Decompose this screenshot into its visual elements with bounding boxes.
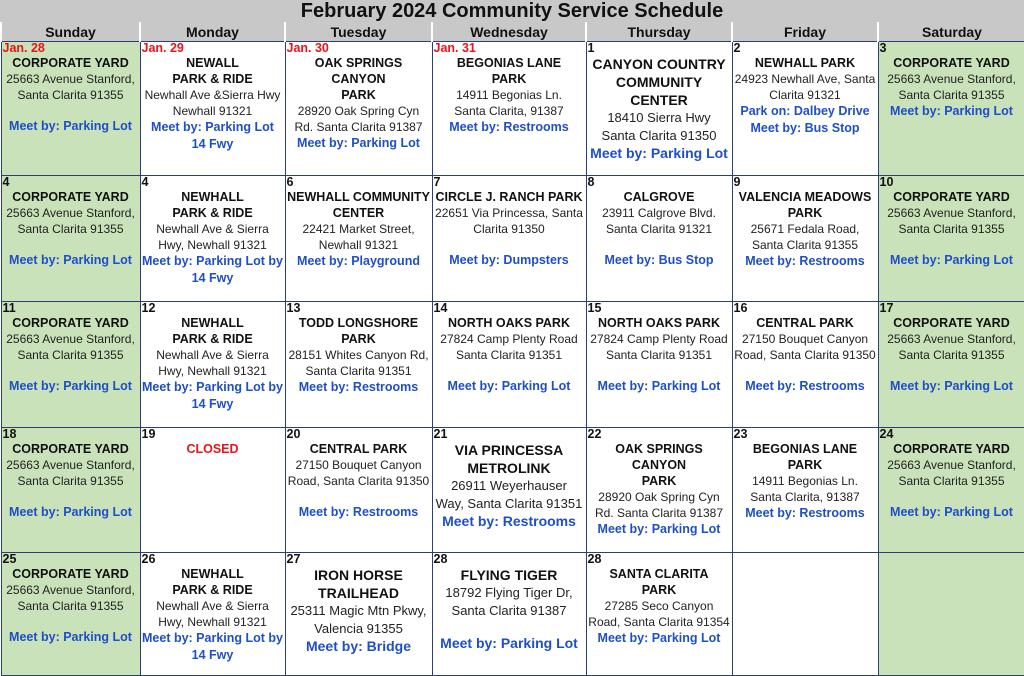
day-cell bbox=[285, 428, 432, 553]
week-row bbox=[1, 302, 1024, 428]
location-address: Rd. Santa Clarita 91387 bbox=[294, 120, 423, 134]
day-date: 12 bbox=[141, 301, 156, 315]
day-date: 18 bbox=[2, 427, 17, 441]
meeting-point: Meet by: Parking Lot bbox=[597, 379, 721, 393]
day-cell bbox=[140, 42, 285, 176]
day-cell bbox=[732, 302, 878, 428]
weekday-header-friday: Friday bbox=[732, 22, 878, 42]
meeting-point: Meet by: Parking Lot bbox=[9, 253, 132, 267]
day-date: 10 bbox=[879, 175, 894, 189]
week-row bbox=[1, 176, 1024, 302]
day-cell bbox=[285, 176, 432, 302]
location-name: CORPORATE YARD bbox=[12, 56, 129, 70]
location-address: Santa Clarita 91355 bbox=[17, 599, 124, 613]
day-cell bbox=[432, 42, 586, 176]
location-name: NEWALL bbox=[186, 56, 239, 70]
location-address: Clarita 91350 bbox=[473, 222, 545, 236]
day-date bbox=[880, 553, 1024, 566]
location-name: CORPORATE YARD bbox=[893, 442, 1010, 456]
meeting-point: Park on: Dalbey Drive bbox=[740, 104, 870, 118]
meeting-point: Meet by: Playground bbox=[297, 254, 420, 268]
weekday-header-wednesday: Wednesday bbox=[432, 22, 586, 42]
day-cell bbox=[1, 176, 140, 302]
location-address: 28151 Whites Canyon Rd, bbox=[288, 348, 429, 362]
location-name: PARK bbox=[341, 332, 376, 346]
meeting-point: Meet by: Parking Lot bbox=[9, 379, 132, 393]
location-name: CENTER bbox=[332, 206, 385, 220]
day-date: 24 bbox=[879, 427, 894, 441]
location-address: Hwy, Newhall 91321 bbox=[158, 364, 267, 378]
location-address: 23911 Calgrove Blvd. bbox=[602, 206, 716, 220]
day-date: 23 bbox=[733, 427, 748, 441]
meeting-point: 14 Fwy bbox=[191, 137, 234, 151]
day-date: 15 bbox=[587, 301, 602, 315]
meeting-point: 14 Fwy bbox=[191, 397, 234, 411]
location-name: PARK bbox=[787, 458, 823, 472]
day-date: 11 bbox=[2, 301, 16, 315]
meeting-point: Meet by: Parking Lot bbox=[890, 379, 1013, 393]
day-cell bbox=[432, 176, 586, 302]
day-date: 28 bbox=[587, 552, 602, 566]
day-date: 8 bbox=[587, 175, 595, 189]
day-cell bbox=[586, 553, 732, 676]
day-date: 13 bbox=[286, 301, 301, 315]
location-address: Newhall 91321 bbox=[318, 238, 399, 252]
day-date bbox=[734, 553, 877, 566]
meeting-point: Meet by: Parking Lot bbox=[890, 505, 1013, 519]
day-cell bbox=[732, 553, 878, 676]
day-date: Jan. 29 bbox=[141, 41, 184, 55]
meeting-point: Meet by: Parking Lot by bbox=[142, 254, 283, 268]
location-address: Santa Clarita 91355 bbox=[17, 222, 124, 236]
location-address: 22421 Market Street, bbox=[302, 222, 415, 236]
location-address: 26911 Weyerhauser bbox=[451, 478, 567, 493]
meeting-point: Meet by: Restrooms bbox=[442, 513, 576, 529]
day-cell bbox=[732, 428, 878, 553]
location-name: CENTRAL PARK bbox=[309, 442, 408, 456]
meeting-point: Meet by: Bridge bbox=[305, 638, 411, 654]
week-row bbox=[1, 42, 1024, 176]
location-address: 27824 Camp Plenty Road bbox=[440, 332, 578, 346]
day-cell bbox=[285, 553, 432, 676]
meeting-point: Meet by: Parking Lot bbox=[440, 635, 578, 651]
day-cell bbox=[432, 428, 586, 553]
location-address: Santa Clarita 91355 bbox=[898, 348, 1005, 362]
location-name: CORPORATE YARD bbox=[12, 190, 129, 204]
day-date: 9 bbox=[733, 175, 741, 189]
location-name: PARK bbox=[641, 583, 677, 597]
location-name: CENTRAL PARK bbox=[756, 316, 854, 330]
location-name: PARK & RIDE bbox=[172, 332, 253, 346]
location-name: CANYON COUNTRY bbox=[592, 56, 726, 72]
location-address: 25663 Avenue Stanford, bbox=[887, 72, 1016, 86]
location-name: VALENCIA MEADOWS bbox=[738, 190, 872, 204]
day-date: 16 bbox=[733, 301, 748, 315]
day-date: 26 bbox=[141, 552, 156, 566]
week-row bbox=[1, 553, 1024, 676]
location-name: NEWHALL bbox=[181, 316, 244, 330]
location-name: CORPORATE YARD bbox=[893, 316, 1010, 330]
meeting-point: Meet by: Parking Lot by bbox=[142, 380, 283, 394]
day-cell bbox=[285, 302, 432, 428]
location-address: Newhall Ave & Sierra bbox=[156, 599, 269, 613]
meeting-point: Meet by: Parking Lot bbox=[890, 104, 1013, 118]
location-name: PARK bbox=[491, 72, 527, 86]
location-name: NEWHALL bbox=[181, 190, 244, 204]
location-address: Santa Clarita 91355 bbox=[17, 348, 124, 362]
day-date: 21 bbox=[433, 427, 448, 441]
location-name: OAK SPRINGS CANYON bbox=[615, 442, 703, 472]
day-date: 20 bbox=[286, 427, 301, 441]
meeting-point: Meet by: Restrooms bbox=[298, 380, 419, 394]
meeting-point: Meet by: Restrooms bbox=[745, 506, 865, 520]
location-address: 25663 Avenue Stanford, bbox=[6, 583, 135, 597]
location-name: PARK bbox=[341, 88, 376, 102]
location-address: Santa Clarita 91321 bbox=[605, 222, 713, 236]
location-address: Newhall Ave &Sierra Hwy bbox=[144, 88, 281, 102]
location-name: CORPORATE YARD bbox=[12, 316, 129, 330]
meeting-point: 14 Fwy bbox=[191, 648, 234, 662]
day-cell bbox=[140, 302, 285, 428]
location-address: 24923 Newhall Ave, Santa bbox=[734, 72, 876, 86]
day-cell bbox=[878, 428, 1024, 553]
meeting-point: Meet by: Dumpsters bbox=[449, 253, 569, 267]
location-name: TODD LONGSHORE bbox=[298, 316, 419, 330]
day-date: Jan. 28 bbox=[2, 41, 45, 55]
day-cell bbox=[140, 428, 285, 553]
meeting-point: 14 Fwy bbox=[191, 271, 234, 285]
meeting-point: Meet by: Parking Lot bbox=[590, 145, 728, 161]
location-address: Santa Clarita 91351 bbox=[605, 348, 713, 362]
meeting-point: Meet by: Parking Lot bbox=[9, 119, 132, 133]
meeting-point: Meet by: Parking Lot bbox=[447, 379, 571, 393]
meeting-point: Meet by: Restrooms bbox=[298, 505, 419, 519]
location-address: 25663 Avenue Stanford, bbox=[6, 332, 135, 346]
day-date: 4 bbox=[141, 175, 149, 189]
location-address: 25663 Avenue Stanford, bbox=[887, 458, 1016, 472]
meeting-point: Meet by: Bus Stop bbox=[604, 253, 714, 267]
location-address: 27150 Bouquet Canyon bbox=[295, 458, 422, 472]
location-address: Road, Santa Clarita 91350 bbox=[734, 348, 876, 362]
day-cell bbox=[1, 42, 140, 176]
location-address: Santa Clarita 91355 bbox=[898, 222, 1005, 236]
day-date: 6 bbox=[286, 175, 294, 189]
location-address: Santa Clarita 91355 bbox=[17, 88, 124, 102]
location-name: CORPORATE YARD bbox=[893, 56, 1010, 70]
day-cell bbox=[586, 302, 732, 428]
day-cell bbox=[1, 428, 140, 553]
location-name: VIA PRINCESSA bbox=[454, 442, 564, 458]
location-address: 27150 Bouquet Canyon bbox=[741, 332, 869, 346]
location-name: CORPORATE YARD bbox=[12, 567, 129, 581]
day-date: 17 bbox=[879, 301, 894, 315]
location-address: 27285 Seco Canyon bbox=[604, 599, 714, 613]
weekday-header-row bbox=[1, 22, 1024, 42]
location-name: PARK & RIDE bbox=[172, 72, 253, 86]
location-address: Rd. Santa Clarita 91387 bbox=[594, 506, 724, 520]
day-cell bbox=[732, 176, 878, 302]
day-cell bbox=[878, 176, 1024, 302]
location-name: CORPORATE YARD bbox=[893, 190, 1010, 204]
meeting-point: Meet by: Parking Lot bbox=[597, 522, 721, 536]
day-cell bbox=[140, 176, 285, 302]
location-name: NORTH OAKS PARK bbox=[598, 316, 720, 330]
day-cell bbox=[586, 428, 732, 553]
meeting-point: Meet by: Parking Lot bbox=[597, 631, 721, 645]
location-address: Santa Clarita 91355 bbox=[17, 474, 124, 488]
location-name: CALGROVE bbox=[623, 190, 695, 204]
meeting-point: Meet by: Restrooms bbox=[449, 120, 569, 134]
location-name: NEWHALL PARK bbox=[754, 56, 856, 70]
meeting-point: Meet by: Parking Lot by bbox=[142, 631, 283, 645]
location-address: Santa Clarita 91351 bbox=[455, 348, 563, 362]
location-name: PARK & RIDE bbox=[172, 583, 253, 597]
day-date: 28 bbox=[433, 552, 448, 566]
location-address: Santa Clarita, 91387 bbox=[454, 104, 564, 118]
day-date: 19 bbox=[141, 427, 156, 441]
day-cell bbox=[586, 176, 732, 302]
meeting-point: Meet by: Parking Lot bbox=[151, 120, 274, 134]
location-name: TRAILHEAD bbox=[318, 585, 399, 601]
location-name: SANTA CLARITA bbox=[609, 567, 709, 581]
weekday-header-saturday: Saturday bbox=[878, 22, 1024, 42]
location-address: 28920 Oak Spring Cyn bbox=[297, 104, 420, 118]
location-address: Newhall Ave & Sierra bbox=[156, 348, 269, 362]
location-name: CIRCLE J. RANCH PARK bbox=[435, 190, 583, 204]
day-date: 1 bbox=[587, 41, 595, 55]
location-address: 27824 Camp Plenty Road bbox=[590, 332, 728, 346]
day-date: 14 bbox=[433, 301, 448, 315]
meeting-point: Meet by: Parking Lot bbox=[297, 136, 420, 150]
day-cell bbox=[285, 42, 432, 176]
day-cell bbox=[878, 302, 1024, 428]
meeting-point: Meet by: Restrooms bbox=[745, 379, 865, 393]
weekday-header-tuesday: Tuesday bbox=[285, 22, 432, 42]
day-date: 2 bbox=[733, 41, 741, 55]
location-name: NEWHALL bbox=[181, 567, 244, 581]
location-address: 25663 Avenue Stanford, bbox=[6, 72, 135, 86]
location-address: Newhall 91321 bbox=[172, 104, 253, 118]
day-date: 4 bbox=[2, 175, 10, 189]
day-cell bbox=[586, 42, 732, 176]
day-cell bbox=[432, 302, 586, 428]
location-address: 22651 Via Princessa, Santa bbox=[435, 206, 583, 220]
location-address: 25663 Avenue Stanford, bbox=[887, 332, 1016, 346]
meeting-point: Meet by: Parking Lot bbox=[9, 505, 132, 519]
day-cell bbox=[1, 553, 140, 676]
location-address: Hwy, Newhall 91321 bbox=[158, 238, 267, 252]
location-address: Santa Clarita 91387 bbox=[451, 603, 567, 618]
location-name: PARK bbox=[641, 474, 677, 488]
location-address: 28920 Oak Spring Cyn bbox=[598, 490, 720, 504]
location-address: Santa Clarita 91351 bbox=[305, 364, 412, 378]
meeting-point: Meet by: Bus Stop bbox=[750, 121, 860, 135]
location-name: PARK bbox=[787, 206, 823, 220]
calendar-grid bbox=[0, 22, 1024, 676]
day-cell bbox=[1, 302, 140, 428]
day-date: 25 bbox=[2, 552, 17, 566]
day-cell bbox=[878, 553, 1024, 676]
location-address: Newhall Ave & Sierra bbox=[156, 222, 269, 236]
meeting-point: Meet by: Parking Lot bbox=[890, 253, 1013, 267]
location-address: 25671 Fedala Road, bbox=[750, 222, 860, 236]
meeting-point: Meet by: Parking Lot bbox=[9, 630, 132, 644]
meeting-point: Meet by: Restrooms bbox=[745, 254, 865, 268]
location-address: 25311 Magic Mtn Pkwy, bbox=[290, 603, 427, 618]
location-address: Santa Clarita 91350 bbox=[601, 128, 717, 143]
location-address: 18792 Flying Tiger Dr, bbox=[445, 585, 573, 600]
location-name: FLYING TIGER bbox=[460, 567, 558, 583]
location-address: Hwy, Newhall 91321 bbox=[158, 615, 267, 629]
location-address: Road, Santa Clarita 91354 bbox=[588, 615, 730, 629]
location-address: Santa Clarita 91355 bbox=[898, 474, 1005, 488]
location-name: BEGONIAS LANE bbox=[456, 56, 562, 70]
location-name: NEWHALL COMMUNITY bbox=[287, 190, 430, 204]
location-address: 14911 Begonias Ln. bbox=[752, 474, 858, 488]
location-address: 25663 Avenue Stanford, bbox=[6, 458, 135, 472]
day-date: 27 bbox=[286, 552, 301, 566]
weekday-header-monday: Monday bbox=[140, 22, 285, 42]
location-name: BEGONIAS LANE bbox=[752, 442, 858, 456]
location-address: 18410 Sierra Hwy bbox=[607, 110, 711, 125]
location-address: Road, Santa Clarita 91350 bbox=[287, 474, 430, 488]
location-address: Valencia 91355 bbox=[314, 621, 403, 636]
location-address: Santa Clarita 91355 bbox=[898, 88, 1005, 102]
weekday-header-sunday: Sunday bbox=[1, 22, 140, 42]
closed-label: CLOSED bbox=[186, 442, 239, 456]
page-title: February 2024 Community Service Schedule bbox=[0, 0, 1024, 22]
location-address: 25663 Avenue Stanford, bbox=[887, 206, 1016, 220]
day-date: 3 bbox=[879, 41, 887, 55]
location-name: NORTH OAKS PARK bbox=[448, 316, 570, 330]
day-date: 22 bbox=[587, 427, 602, 441]
day-date: 7 bbox=[433, 175, 441, 189]
location-name: COMMUNITY CENTER bbox=[615, 74, 703, 108]
day-cell bbox=[432, 553, 586, 676]
location-address: Clarita 91321 bbox=[769, 88, 841, 102]
location-name: OAK SPRINGS CANYON bbox=[314, 56, 403, 86]
day-date: Jan. 30 bbox=[286, 41, 329, 55]
location-address: Way, Santa Clarita 91351 bbox=[435, 496, 583, 511]
location-address: 14911 Begonias Ln. bbox=[456, 88, 562, 102]
location-name: IRON HORSE bbox=[314, 567, 403, 583]
week-row bbox=[1, 428, 1024, 553]
day-date: Jan. 31 bbox=[433, 41, 476, 55]
location-address: Santa Clarita 91355 bbox=[751, 238, 859, 252]
day-cell bbox=[878, 42, 1024, 176]
weekday-header-thursday: Thursday bbox=[586, 22, 732, 42]
location-address: 25663 Avenue Stanford, bbox=[6, 206, 135, 220]
day-cell bbox=[140, 553, 285, 676]
location-name: PARK & RIDE bbox=[172, 206, 253, 220]
location-name: CORPORATE YARD bbox=[12, 442, 129, 456]
day-cell bbox=[732, 42, 878, 176]
location-address: Santa Clarita, 91387 bbox=[750, 490, 860, 504]
location-name: METROLINK bbox=[467, 460, 551, 476]
